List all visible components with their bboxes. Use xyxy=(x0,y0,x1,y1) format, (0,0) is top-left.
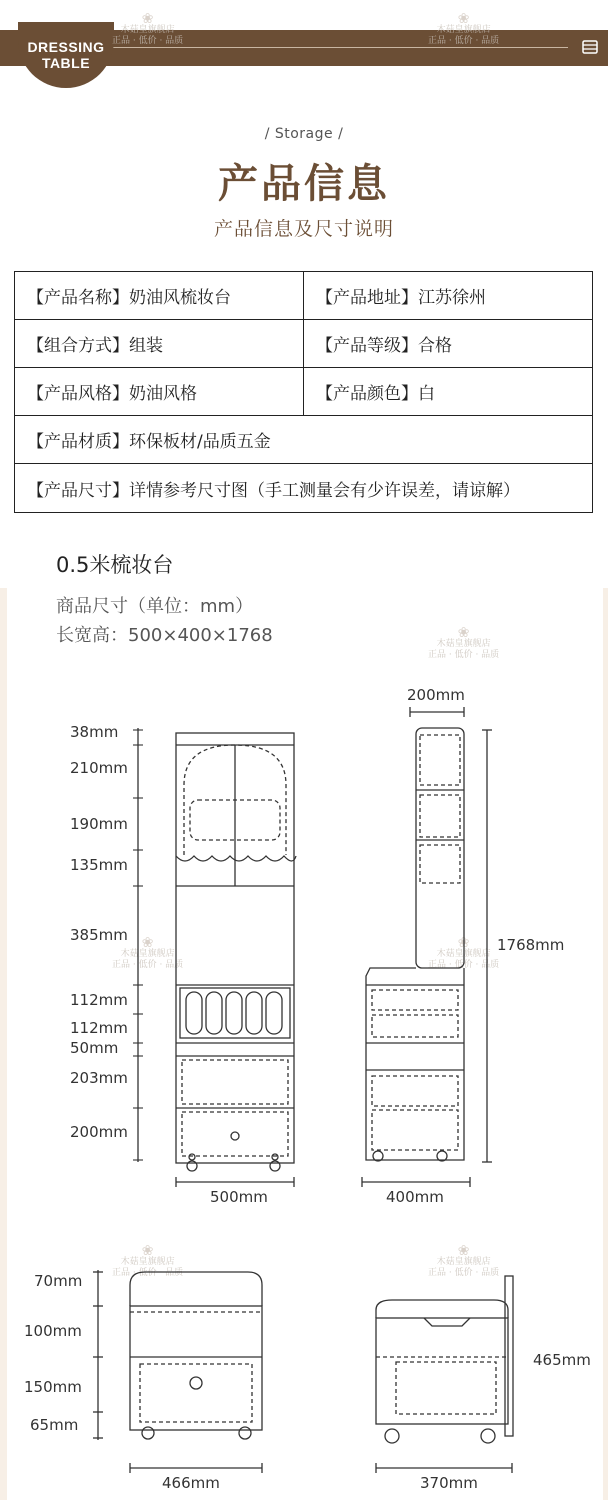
table-cell: 【产品名称】奶油风梳妆台 xyxy=(15,272,304,319)
front-width-label: 500mm xyxy=(210,1188,268,1206)
stool-side-cushion xyxy=(376,1300,508,1318)
page-description: 产品信息及尺寸说明 xyxy=(213,218,394,240)
watermark-slogan: 正品 · 低价 · 品质 xyxy=(428,650,500,660)
table-cell: 【产品尺寸】详情参考尺寸图（手工测量会有少许误差，请谅解） xyxy=(27,480,520,501)
front-height-label: 190mm xyxy=(70,815,128,833)
stool-height-label: 70mm xyxy=(34,1272,83,1290)
page-title: 产品信息 xyxy=(218,161,390,207)
watermark-shop: 木菇皇旗舰店 xyxy=(436,639,491,649)
stool-cushion xyxy=(130,1272,262,1306)
logo-line2: TABLE xyxy=(41,55,91,71)
watermark-slogan: 正品 · 低价 · 品质 xyxy=(112,1268,184,1278)
logo-line1: DRESSING xyxy=(27,39,105,55)
front-height-label: 135mm xyxy=(70,856,128,874)
watermark-slogan: 正品 · 低价 · 品质 xyxy=(112,36,184,46)
table-cell: 【产品颜色】白 xyxy=(316,384,435,404)
side-top-unit-outline xyxy=(416,728,464,968)
watermark-shop: 木菇皇旗舰店 xyxy=(436,1257,491,1267)
front-scallop-trim xyxy=(176,856,296,861)
stool-body xyxy=(130,1306,262,1430)
lwh-line: 长宽高：500×400×1768 xyxy=(56,625,273,646)
stool-height-label: 100mm xyxy=(24,1322,82,1340)
front-height-label: 203mm xyxy=(70,1069,128,1087)
table-cell: 【组合方式】组装 xyxy=(15,320,304,367)
watermark-logo-icon: ❀ xyxy=(457,11,470,27)
watermark-shop: 木菇皇旗舰店 xyxy=(120,949,175,959)
front-height-label: 385mm xyxy=(70,926,128,944)
front-height-label: 210mm xyxy=(70,759,128,777)
watermark-shop: 木菇皇旗舰店 xyxy=(120,1257,175,1267)
front-height-label: 112mm xyxy=(70,1019,128,1037)
side-top-width-label: 200mm xyxy=(407,686,465,704)
stool-side-depth-label: 370mm xyxy=(420,1474,478,1492)
watermark-logo-icon: ❀ xyxy=(457,625,470,641)
table-cell: 【产品材质】环保板材/品质五金 xyxy=(27,432,271,452)
stool-width-label: 466mm xyxy=(162,1474,220,1492)
side-depth-label: 400mm xyxy=(386,1188,444,1206)
front-height-label: 50mm xyxy=(70,1039,119,1057)
watermark-slogan: 正品 · 低价 · 品质 xyxy=(112,960,184,970)
watermark-slogan: 正品 · 低价 · 品质 xyxy=(428,36,500,46)
stool-height-label: 150mm xyxy=(24,1378,82,1396)
watermark-shop: 木菇皇旗舰店 xyxy=(436,25,491,35)
watermark-logo-icon: ❀ xyxy=(457,1243,470,1259)
watermark-logo-icon: ❀ xyxy=(141,11,154,27)
watermark-logo-icon: ❀ xyxy=(141,935,154,951)
watermark-shop: 木菇皇旗舰店 xyxy=(436,949,491,959)
section-subtitle: / Storage / xyxy=(264,126,344,142)
table-cell: 【产品风格】奶油风格 xyxy=(15,368,304,415)
dimensions-title: 0.5米梳妆台 xyxy=(56,553,174,577)
front-height-label: 200mm xyxy=(70,1123,128,1141)
front-height-label: 112mm xyxy=(70,991,128,1009)
unit-line: 商品尺寸（单位：mm） xyxy=(56,596,254,617)
front-height-label: 38mm xyxy=(70,723,119,741)
watermark-shop: 木菇皇旗舰店 xyxy=(120,25,175,35)
watermark-logo-icon: ❀ xyxy=(141,1243,154,1259)
watermark-slogan: 正品 · 低价 · 品质 xyxy=(428,1268,500,1278)
side-total-height-label: 1768mm xyxy=(497,936,565,954)
stool-side-height-label: 465mm xyxy=(533,1351,591,1369)
front-fluted-drawers xyxy=(180,988,290,1038)
watermark-logo-icon: ❀ xyxy=(457,935,470,951)
table-cell: 【产品地址】江苏徐州 xyxy=(316,288,486,308)
table-cell: 【产品等级】合格 xyxy=(316,336,452,356)
watermark-slogan: 正品 · 低价 · 品质 xyxy=(428,960,500,970)
stool-height-label: 65mm xyxy=(30,1416,79,1434)
side-base-outline xyxy=(366,968,464,1160)
